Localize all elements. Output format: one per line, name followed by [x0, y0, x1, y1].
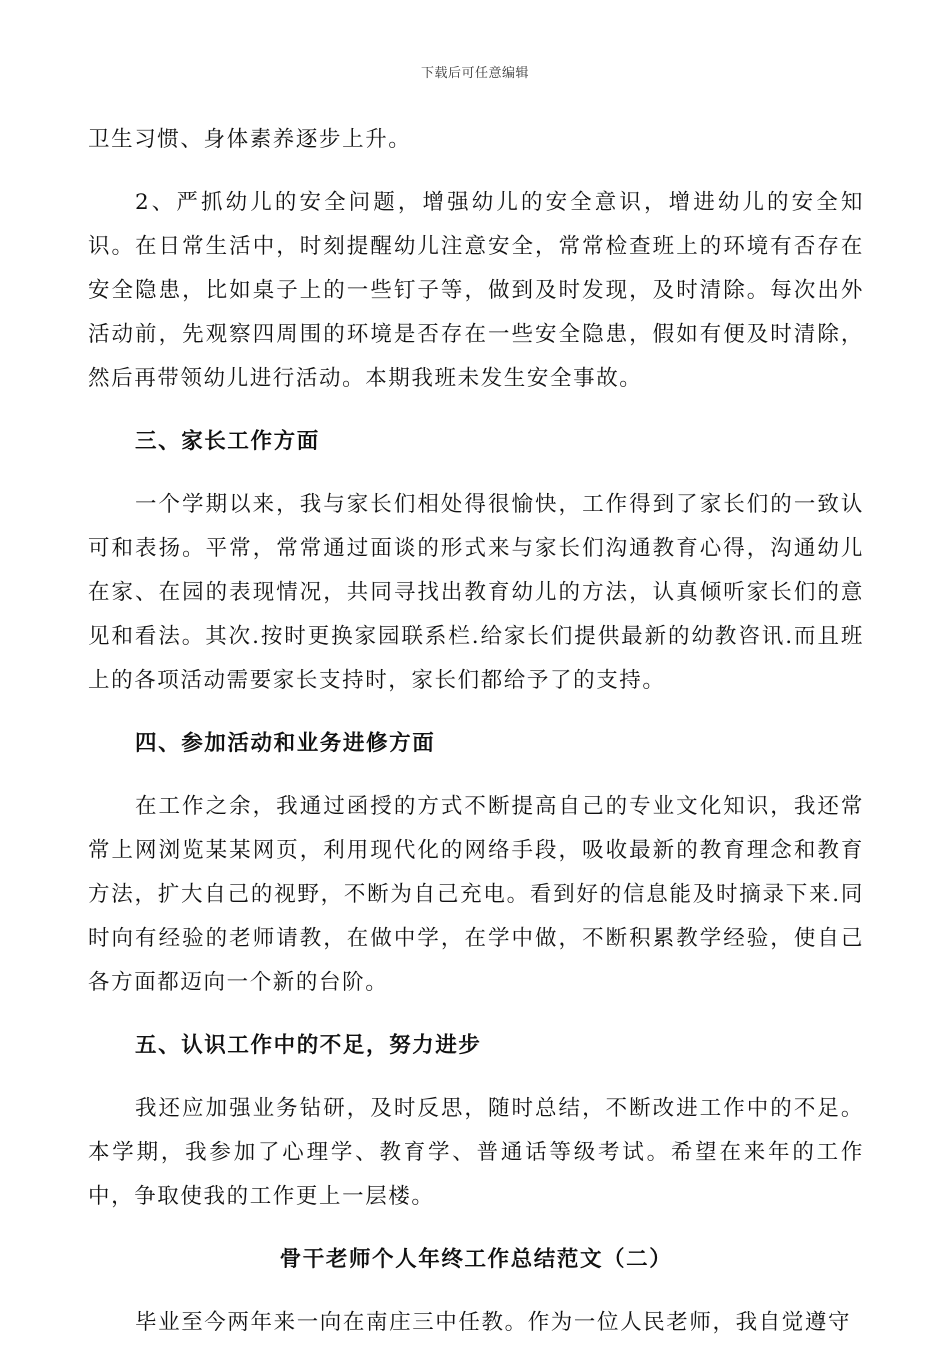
paragraph-parents: 一个学期以来，我与家长们相处得很愉快，工作得到了家长们的一致认可和表扬。平常，常常通过面谈的形式来与家长们沟通教育心得，沟通幼儿在家、在园的表现情况，共同寻找出教育幼儿的方法，认真倾听家长们的意见和看法。其次.按时更换家园联系栏.给家长们提供最新的幼教咨讯.而且班上的各项活动需要家长支持时，家长们都给予了的支持。 — [88, 492, 864, 693]
paragraph-continuation: 卫生习惯、身体素养逐步上升。 — [88, 127, 412, 152]
paragraph-intro-2: 毕业至今两年来一向在南庄三中任教。作为一位人民老师，我自觉遵守 — [135, 1310, 852, 1335]
section-heading-shortcomings: 五、认识工作中的不足，努力进步 — [135, 1033, 482, 1058]
paragraph-training: 在工作之余，我通过函授的方式不断提高自己的专业文化知识，我还常常上网浏览某某网页，利用现代化的网络手段，吸收最新的教育理念和教育方法，扩大自己的视野，不断为自己充电。看到好的信息能及时摘录下来.同时向有经验的老师请教，在做中学，在学中做，不断积累教学经验，使自己各方面都迈向一个新的台阶。 — [88, 794, 864, 995]
paragraph-safety: 2、严抓幼儿的安全问题，增强幼儿的安全意识，增进幼儿的安全知识。在日常生活中，时刻提醒幼儿注意安全，常常检查班上的环境有否存在安全隐患，比如桌子上的一些钉子等，做到及时发现，及时清除。每次出外活动前，先观察四周围的环境是否存在一些安全隐患，假如有便及时清除，然后再带领幼儿进行活动。本期我班未发生安全事故。 — [88, 190, 864, 391]
paragraph-shortcomings: 我还应加强业务钻研，及时反思，随时总结，不断改进工作中的不足。本学期，我参加了心理学、教育学、普通话等级考试。希望在来年的工作中，争取使我的工作更上一层楼。 — [88, 1096, 864, 1209]
section-heading-parents: 三、家长工作方面 — [135, 429, 320, 454]
document-body — [88, 118, 864, 1345]
section-heading-training: 四、参加活动和业务进修方面 — [135, 731, 436, 756]
document-title-2: 骨干老师个人年终工作总结范文（二） — [279, 1247, 673, 1272]
page-header: 下载后可任意编辑 — [420, 66, 529, 81]
